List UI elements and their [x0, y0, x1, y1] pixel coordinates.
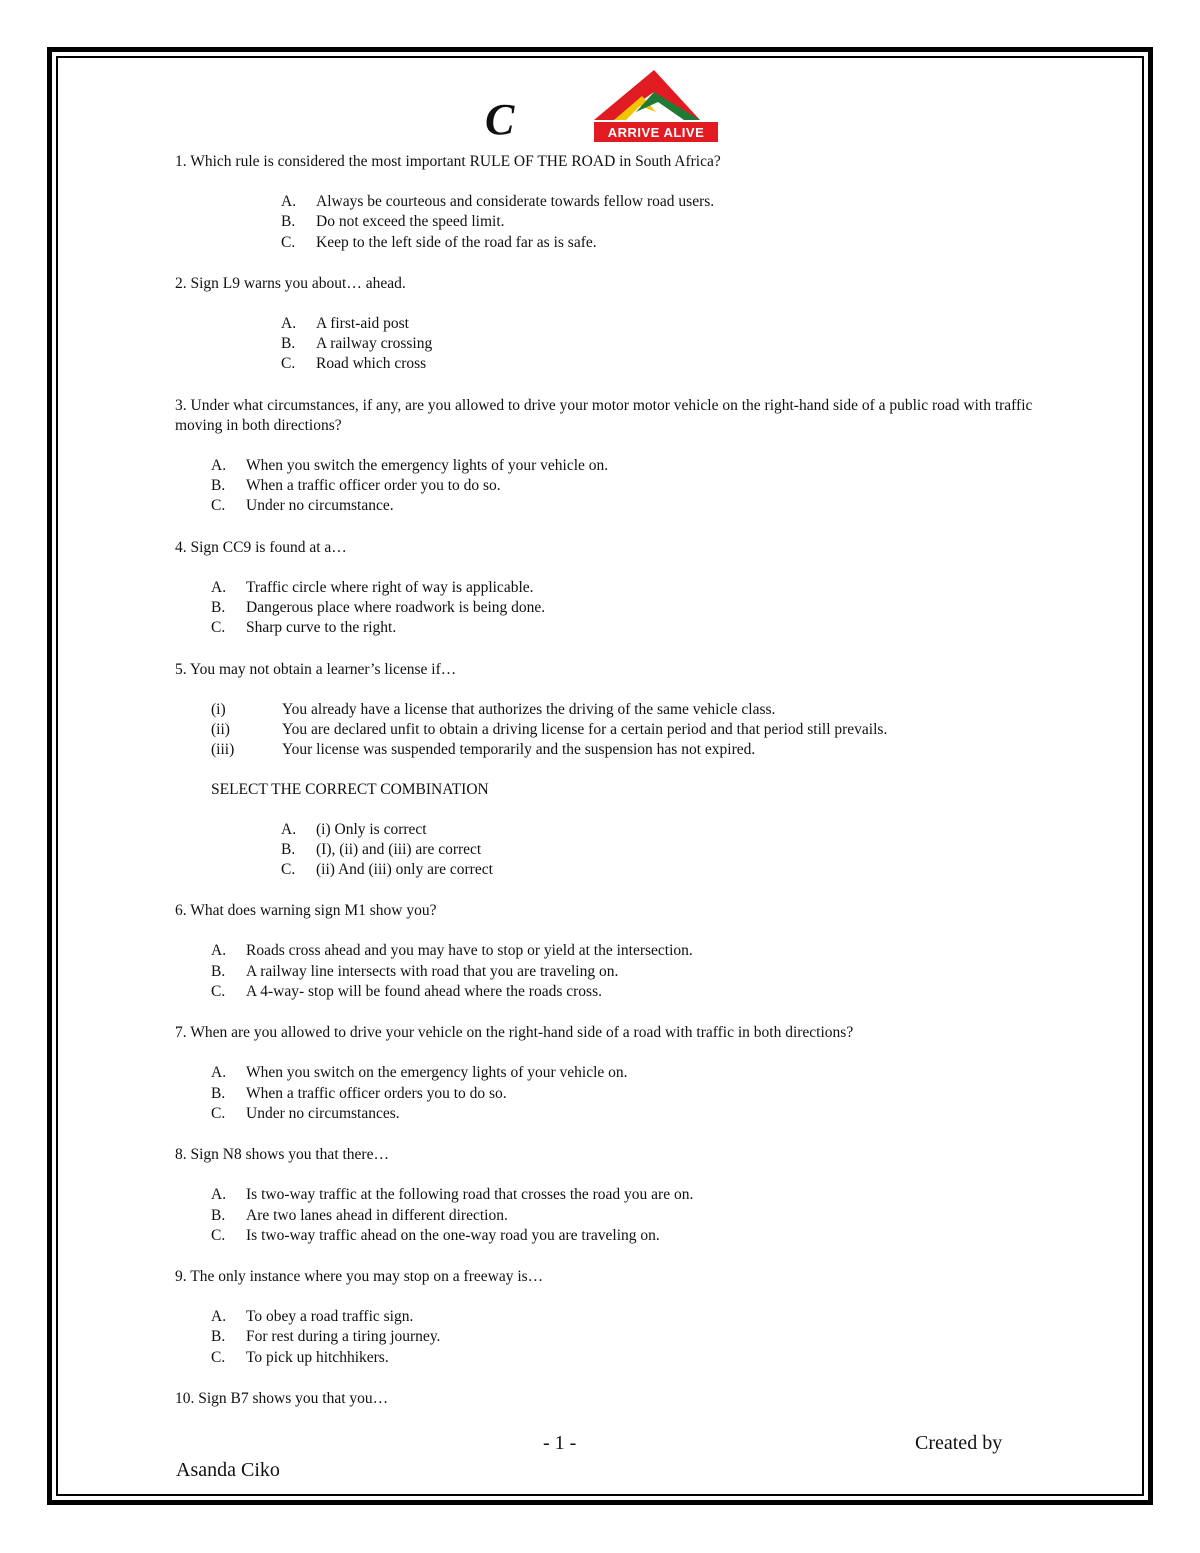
- author-name: Asanda Ciko: [176, 1459, 280, 1481]
- option-a: A. Traffic circle where right of way is applicable.: [211, 578, 534, 596]
- option-b: B. Dangerous place where roadwork is being done.: [211, 598, 546, 616]
- options-q6: [175, 941, 1055, 1002]
- option-c: C. Is two-way traffic ahead on the one-way road you are traveling on.: [211, 1226, 660, 1244]
- option-c: C. A 4-way- stop will be found ahead where the roads cross.: [211, 983, 602, 1001]
- option-b: B. When a traffic officer orders you to do so.: [211, 1084, 507, 1102]
- created-by-label: Created by: [915, 1432, 1003, 1454]
- option-a: A. To obey a road traffic sign.: [211, 1308, 414, 1326]
- option-a: A. When you switch the emergency lights of your vehicle on.: [211, 456, 609, 474]
- question-list: [175, 152, 1055, 1409]
- option-b: B. (I), (ii) and (iii) are correct: [281, 840, 482, 858]
- logo-text: ARRIVE ALIVE: [607, 125, 705, 140]
- option-b: B. For rest during a tiring journey.: [211, 1328, 441, 1346]
- option-b: B. A railway line intersects with road that you are traveling on.: [211, 962, 619, 980]
- statement-iii: (iii) Your license was suspended temporarily and the suspension has not expired.: [211, 740, 756, 758]
- options-q2: [175, 314, 1055, 375]
- statement-ii: (ii) You are declared unfit to obtain a driving license for a certain period and that period still prevails.: [211, 720, 888, 738]
- question-1: 1. Which rule is considered the most important RULE OF THE ROAD in South Africa?: [175, 153, 721, 170]
- option-c: C. Road which cross: [281, 355, 427, 373]
- options-q3: [175, 456, 1055, 517]
- options-q1: [175, 192, 1055, 253]
- option-b: B. Are two lanes ahead in different direction.: [211, 1206, 508, 1224]
- question-6: 6. What does warning sign M1 show you?: [175, 902, 437, 920]
- question-8: 8. Sign N8 shows you that there…: [175, 1146, 389, 1164]
- statements-q5: [175, 700, 1055, 760]
- option-c: C. Under no circumstance.: [211, 497, 394, 515]
- option-a: A. Is two-way traffic at the following road that crosses the road you are on.: [211, 1186, 694, 1204]
- option-b: B. Do not exceed the speed limit.: [281, 213, 505, 231]
- page-number: - 1 -: [543, 1432, 577, 1454]
- option-a: A. (i) Only is correct: [281, 820, 427, 838]
- question-7: 7. When are you allowed to drive your vehicle on the right-hand side of a road with traffic in both directions?: [175, 1024, 854, 1042]
- statement-i: (i) You already have a license that authorizes the driving of the same vehicle class.: [211, 700, 776, 718]
- option-b: B. When a traffic officer order you to do so.: [211, 477, 501, 495]
- option-a: A. Always be courteous and considerate towards fellow road users.: [281, 193, 715, 210]
- question-4: 4. Sign CC9 is found at a…: [175, 538, 347, 556]
- options-q5: [175, 820, 1055, 881]
- options-q9: [175, 1307, 1055, 1368]
- question-2: 2. Sign L9 warns you about… ahead.: [175, 274, 406, 292]
- options-q7: [175, 1063, 1055, 1124]
- select-instruction: SELECT THE CORRECT COMBINATION: [211, 780, 489, 798]
- header-letter: C: [485, 95, 515, 144]
- options-q4: [175, 578, 1055, 639]
- option-c: C. Sharp curve to the right.: [211, 619, 397, 637]
- option-a: A. When you switch on the emergency lights of your vehicle on.: [211, 1064, 628, 1082]
- option-a: A. Roads cross ahead and you may have to stop or yield at the intersection.: [211, 942, 693, 960]
- question-5: 5. You may not obtain a learner’s license if…: [175, 660, 457, 678]
- option-a: A. A first-aid post: [281, 314, 409, 332]
- option-c: C. To pick up hitchhikers.: [211, 1348, 389, 1366]
- question-9: 9. The only instance where you may stop on a freeway is…: [175, 1268, 544, 1286]
- question-10: 10. Sign B7 shows you that you…: [175, 1390, 389, 1408]
- option-c: C. Keep to the left side of the road far as is safe.: [281, 233, 597, 251]
- options-q8: [175, 1185, 1055, 1246]
- option-c: C. Under no circumstances.: [211, 1104, 400, 1122]
- question-3: 3. Under what circumstances, if any, are you allowed to drive your motor motor vehicle on the right-hand side of a public road with traffic moving in both directions?: [175, 396, 1033, 434]
- arrive-alive-logo: [592, 68, 720, 144]
- option-b: B. A railway crossing: [281, 335, 433, 353]
- option-c: C. (ii) And (iii) only are correct: [281, 861, 493, 879]
